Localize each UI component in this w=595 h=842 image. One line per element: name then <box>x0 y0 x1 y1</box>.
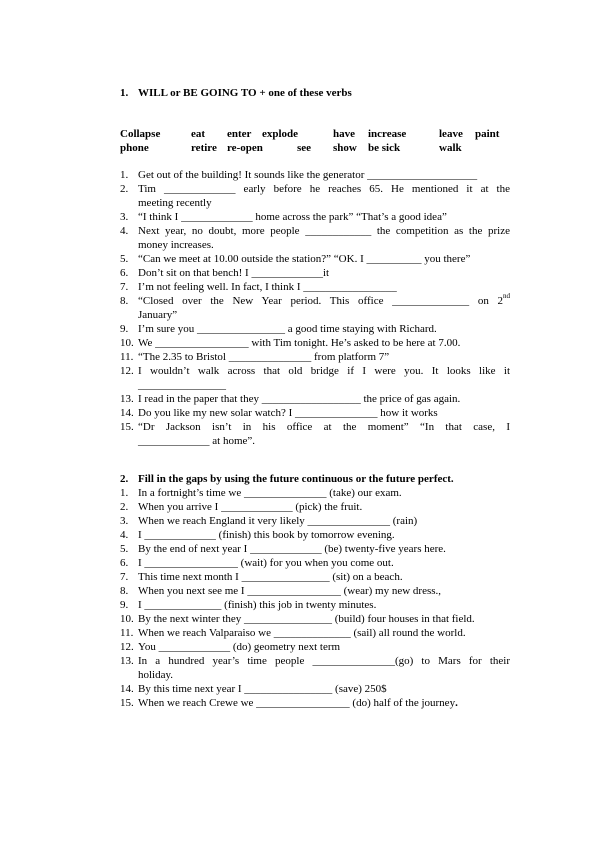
item-text: Do you like my new solar watch? I _______________ how it works <box>138 407 438 419</box>
item-text: holiday. <box>138 669 174 681</box>
item-number: 14. <box>120 407 134 419</box>
item-text-wrapper <box>138 696 458 710</box>
verb: enter <box>227 128 252 140</box>
section2-number: 2. <box>120 473 129 485</box>
verb: re-open <box>227 142 263 154</box>
section1-title: WILL or BE GOING TO + one of these verbs <box>138 87 352 99</box>
item-text: Tim _____________ early before he reaches 65. He mentioned it at the <box>138 183 510 195</box>
verb: be sick <box>368 142 401 154</box>
section1-number: 1. <box>120 87 129 99</box>
item-text: When we reach Valparaiso we ______________ (sail) all round the world. <box>138 627 466 639</box>
item-text: By the next winter they ________________ (build) four houses in that field. <box>138 613 475 625</box>
item-number: 11. <box>120 351 134 363</box>
item-text: Get out of the building! It sounds like the generator ____________________ <box>138 169 478 181</box>
verb: paint <box>475 128 500 140</box>
item-number: 9. <box>120 323 129 335</box>
item-number: 1. <box>120 169 129 181</box>
item-text: Don’t sit on that bench! I _____________it <box>138 267 330 279</box>
item-number: 5. <box>120 253 129 265</box>
item-number: 2. <box>120 501 129 513</box>
item-text: You _____________ (do) geometry next term <box>138 641 341 653</box>
item-text: By this time next year I ________________ (save) 250$ <box>138 683 387 695</box>
item-number: 7. <box>120 281 129 293</box>
worksheet-page: 1. WILL or BE GOING TO + one of these verbs Collapse eat enter explode have increase leave paint phone retire re-open see show be sick walk 1. Get out of the building! It sounds like the generator ____________________ 2. Tim _____________ early before he reaches 65. He mentioned it at the meeting recently 3. “I think I _____________ home across the park” “That’s a good idea” 4. Next year, no doubt, more people ____________ the competition as the prize money increases. 5. “Can we meet at 10.00 outside the station?” “OK. I __________ you there” 6. Don’t sit on that bench! I _____________it 7. I’m not feeling well. In fact, I think I _________________ 8. “Closed over the New Year period. This office ______________ on 2 nd January” 9. I’m sure you ________________ a good time staying with Richard. 10. We _________________ with Tim tonight. He’s asked to be here at 7.00. 11. “The 2.35 to Bristol _______________ from platform 7” 12. I wouldn’t walk across that old bridge if I were you. It looks like it ________________ 13. I read in the paper that they __________________ the price of gas again. 14. Do you like my new solar watch? I _______________ how it works 15. “Dr Jackson isn’t in his office at the moment” “In that case, I _____________ at home”. 2. Fill in the gaps by using the future continuous or the future perfect. 1. In a fortnight’s time we _______________ (take) our exam. 2. When you arrive I _____________ (pick) the fruit. 3. When we reach England it very likely _______________ (rain) 4. I _____________ (finish) this book by tomorrow evening. 5. By the end of next year I _____________ (be) twenty-five years here. 6. I _________________ (wait) for you when you come out. 7. This time next month I ________________ (sit) on a beach. 8. When you next see me I _________________ (wear) my new dress., 9. I ______________ (finish) this job in twenty minutes. 10. By the next winter they ________________ (build) four houses in that field. 11. When we reach Valparaiso we ______________ (sail) all round the world. 12. You _____________ (do) geometry next term 13. In a hundred year’s time people _______________(go) to Mars for their holiday. 14. By this time next year I ________________ (save) 250$ 15. When we reach Crewe we _________________ (do) half of the journey. <box>120 87 510 709</box>
item-text: “The 2.35 to Bristol _______________ from platform 7” <box>138 351 390 363</box>
item-text: In a hundred year’s time people _______________(go) to Mars for their <box>138 655 510 667</box>
item-text: When we reach Crewe we _________________ (do) half of the journey <box>138 697 456 709</box>
item-number: 9. <box>120 599 129 611</box>
item-number: 1. <box>120 487 129 499</box>
item-number: 8. <box>120 295 129 307</box>
verb: walk <box>439 142 462 154</box>
verb: leave <box>439 128 463 140</box>
item-text: By the end of next year I _____________ (be) twenty-five years here. <box>138 543 446 555</box>
item-text: When we reach England it very likely _______________ (rain) <box>138 515 418 527</box>
item-number: 7. <box>120 571 129 583</box>
item-text: This time next month I ________________ (sit) on a beach. <box>138 571 403 583</box>
item-text: I ______________ (finish) this job in twenty minutes. <box>138 599 377 611</box>
item-text: When you next see me I _________________ (wear) my new dress., <box>138 585 442 597</box>
item-number: 12. <box>120 365 134 377</box>
item-number: 6. <box>120 557 129 569</box>
item-text: “Can we meet at 10.00 outside the station?” “OK. I __________ you there” <box>138 253 471 265</box>
item-number: 4. <box>120 225 129 237</box>
item-text: In a fortnight’s time we _______________ (take) our exam. <box>138 487 402 499</box>
item-number: 13. <box>120 655 134 667</box>
verb: explode <box>262 128 299 140</box>
item-text: January” <box>138 309 178 321</box>
verb: show <box>333 142 357 154</box>
item-text: When you arrive I _____________ (pick) the fruit. <box>138 501 363 513</box>
item-number: 10. <box>120 337 134 349</box>
item-number: 11. <box>120 627 134 639</box>
item-number: 12. <box>120 641 134 653</box>
verb: phone <box>120 142 149 154</box>
item-number: 14. <box>120 683 134 695</box>
item-text: _____________ at home”. <box>138 435 256 447</box>
item-number: 15. <box>120 697 134 709</box>
item-text: “Dr Jackson isn’t in his office at the moment” “In that case, I <box>138 421 510 433</box>
verb: Collapse <box>120 128 161 140</box>
verb: see <box>297 142 312 154</box>
verb: retire <box>191 142 217 154</box>
verb: eat <box>191 128 206 140</box>
item-text: I wouldn’t walk across that old bridge if I were you. It looks like it <box>138 365 510 377</box>
item-number: 15. <box>120 421 134 433</box>
section2-title: Fill in the gaps by using the future continuous or the future perfect. <box>138 473 454 485</box>
item-number: 3. <box>120 515 129 527</box>
item-text: money increases. <box>138 239 214 251</box>
item-text: I’m sure you ________________ a good time staying with Richard. <box>138 323 437 335</box>
item-text: We _________________ with Tim tonight. He’s asked to be here at 7.00. <box>138 337 461 349</box>
item-text: “Closed over the New Year period. This office ______________ on 2 <box>138 295 503 307</box>
item-number: 13. <box>120 393 134 405</box>
verb: have <box>333 128 355 140</box>
item-text: Next year, no doubt, more people ____________ the competition as the prize <box>138 225 510 237</box>
item-period: . <box>455 697 458 709</box>
verb: increase <box>368 128 407 140</box>
item-number: 3. <box>120 211 129 223</box>
item-text: I’m not feeling well. In fact, I think I _________________ <box>138 281 397 293</box>
item-number: 5. <box>120 543 129 555</box>
item-number: 4. <box>120 529 129 541</box>
item-text: meeting recently <box>138 197 212 209</box>
item-text: I _________________ (wait) for you when you come out. <box>138 557 394 569</box>
item-text: ________________ <box>138 379 226 391</box>
item-text: I _____________ (finish) this book by tomorrow evening. <box>138 529 395 541</box>
item-number: 10. <box>120 613 134 625</box>
item-number: 6. <box>120 267 129 279</box>
item-text: “I think I _____________ home across the park” “That’s a good idea” <box>138 211 447 223</box>
item-number: 8. <box>120 585 129 597</box>
item-text: I read in the paper that they __________________ the price of gas again. <box>138 393 461 405</box>
item-number: 2. <box>120 183 129 195</box>
